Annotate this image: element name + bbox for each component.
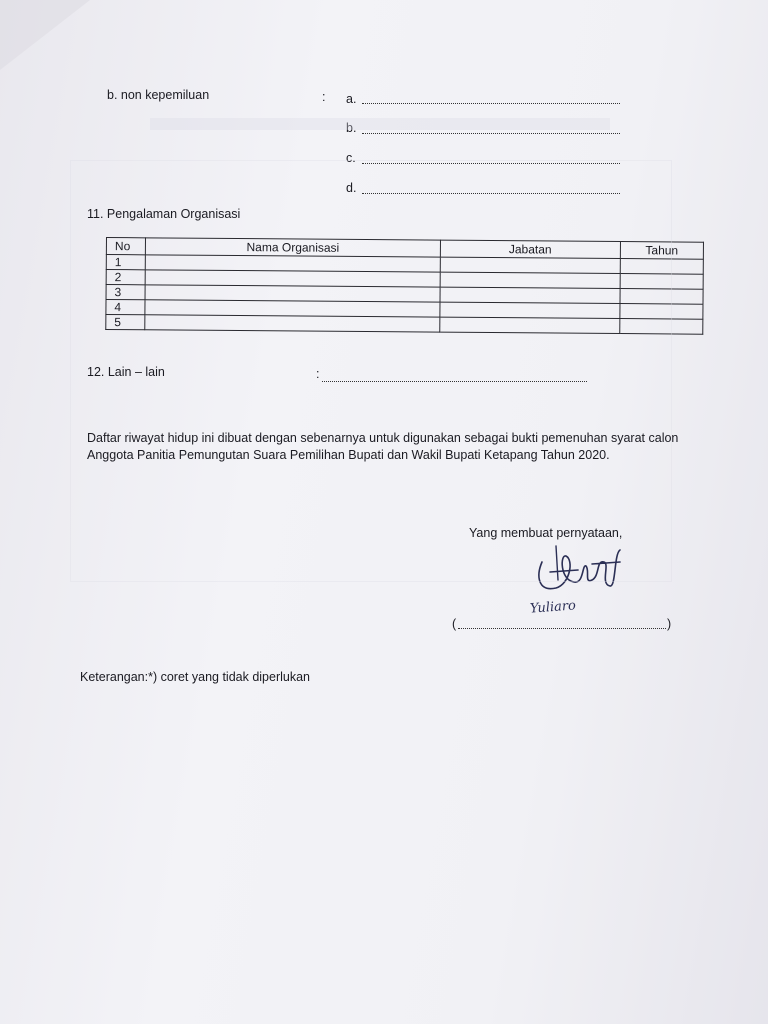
column-header-nama-organisasi: Nama Organisasi bbox=[145, 238, 440, 257]
handwritten-name: Yuliaro bbox=[529, 598, 577, 617]
name-paren-close: ) bbox=[667, 617, 672, 631]
statement-paragraph: Daftar riwayat hidup ini dibuat dengan sebenarnya untuk digunakan sebagai bukti pemenuhan syarat calon Anggota Panitia Pemungutan Suara Pemilihan Bupati dan Wakil Bupati Ketapang Tahun 2020. bbox=[87, 431, 679, 462]
row-number: 3 bbox=[106, 285, 145, 300]
option-c-letter: c. bbox=[346, 151, 356, 165]
name-blank bbox=[458, 628, 666, 629]
option-b-letter: b. bbox=[346, 121, 357, 135]
section-11-title: 11. Pengalaman Organisasi bbox=[87, 207, 241, 221]
signature-heading: Yang membuat pernyataan, bbox=[469, 526, 623, 540]
item-b-colon: : bbox=[322, 90, 326, 104]
name-paren-open: ( bbox=[452, 617, 457, 631]
row-number: 1 bbox=[106, 255, 145, 270]
row-number: 5 bbox=[106, 315, 145, 330]
show-through-table-shadow bbox=[70, 160, 672, 582]
folded-corner bbox=[0, 0, 90, 70]
section-12-title: 12. Lain – lain bbox=[87, 365, 165, 379]
option-d-letter: d. bbox=[346, 181, 357, 195]
footnote: Keterangan:*) coret yang tidak diperlukan bbox=[80, 670, 311, 684]
row-number: 2 bbox=[106, 270, 145, 285]
item-b-label: b. non kepemiluan bbox=[107, 88, 210, 102]
column-header-tahun: Tahun bbox=[620, 242, 703, 260]
show-through-shadow bbox=[150, 118, 610, 130]
row-number: 4 bbox=[106, 300, 145, 315]
option-a-blank bbox=[362, 103, 620, 104]
column-header-jabatan: Jabatan bbox=[440, 240, 620, 258]
option-a-letter: a. bbox=[346, 92, 357, 106]
option-b-blank bbox=[362, 133, 620, 134]
column-header-no: No bbox=[106, 238, 145, 255]
section-12-colon: : bbox=[316, 367, 320, 381]
